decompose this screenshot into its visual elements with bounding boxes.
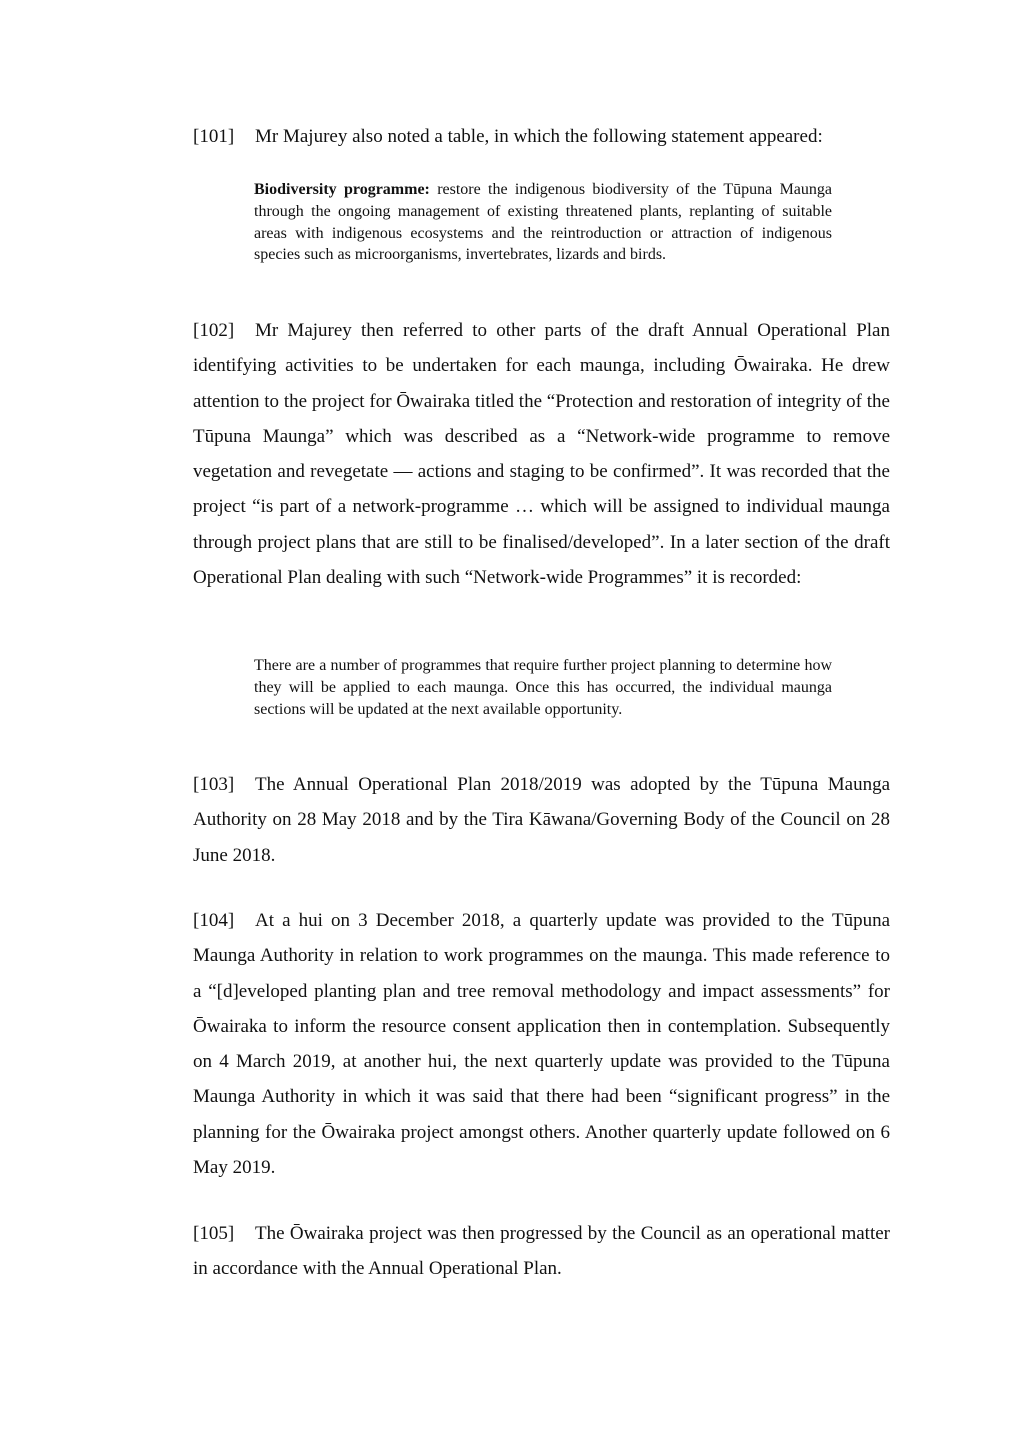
paragraph-text: At a hui on 3 December 2018, a quarterly update was provided to the Tūpuna Maunga Authority in relation to work programmes on the maunga. This made reference to a “[d]eveloped planting plan and tree removal methodology and impact assessments” for Ōwairaka to inform the resource consent application then in contemplation. Subsequently on 4 March 2019, at another hui, the next quarterly update was provided to the Tūpuna Maunga Authority in which it was said that there had been “significant progress” in the planning for the Ōwairaka project amongst others. Another quarterly update followed on 6 May 2019. [193,910,890,1179]
block-quote-biodiversity [254,179,832,266]
paragraph-105 [193,1216,890,1287]
paragraph-104 [193,903,890,1185]
block-quote-network-programmes [254,655,832,720]
quote-lead: Biodiversity programme: [254,181,430,198]
paragraph-102 [193,313,890,595]
paragraph-number: [102] [193,320,235,341]
paragraph-103 [193,767,890,873]
quote-text: restore the indigenous biodiversity of the Tūpuna Maunga through the ongoing management of existing threatened plants, replanting of suitable areas with indigenous ecosystems and the reintroduction or attraction of indigenous species such as microorganisms, invertebrates, lizards and birds. [254,181,832,264]
paragraph-number: [105] [193,1223,235,1244]
paragraph-number: [104] [193,910,235,931]
paragraph-number: [103] [193,774,235,795]
paragraph-101 [193,119,890,154]
paragraph-text: Mr Majurey then referred to other parts of the draft Annual Operational Plan identifying activities to be undertaken for each maunga, including Ōwairaka. He drew attention to the project for Ōwairaka titled the “Protection and restoration of integrity of the Tūpuna Maunga” which was described as a “Network-wide programme to remove vegetation and revegetate — actions and staging to be confirmed”. It was recorded that the project “is part of a network-programme … which will be assigned to individual maunga through project plans that are still to be finalised/developed”. In a later section of the draft Operational Plan dealing with such “Network-wide Programmes” it is recorded: [193,320,890,589]
quote-text: There are a number of programmes that require further project planning to determine how they will be applied to each maunga. Once this has occurred, the individual maunga sections will be updated at the next available opportunity. [254,657,832,718]
paragraph-text: Mr Majurey also noted a table, in which the following statement appeared: [255,126,823,147]
paragraph-text: The Annual Operational Plan 2018/2019 was adopted by the Tūpuna Maunga Authority on 28 May 2018 and by the Tira Kāwana/Governing Body of the Council on 28 June 2018. [193,774,890,866]
paragraph-text: The Ōwairaka project was then progressed by the Council as an operational matter in accordance with the Annual Operational Plan. [193,1223,890,1280]
paragraph-number: [101] [193,126,235,147]
